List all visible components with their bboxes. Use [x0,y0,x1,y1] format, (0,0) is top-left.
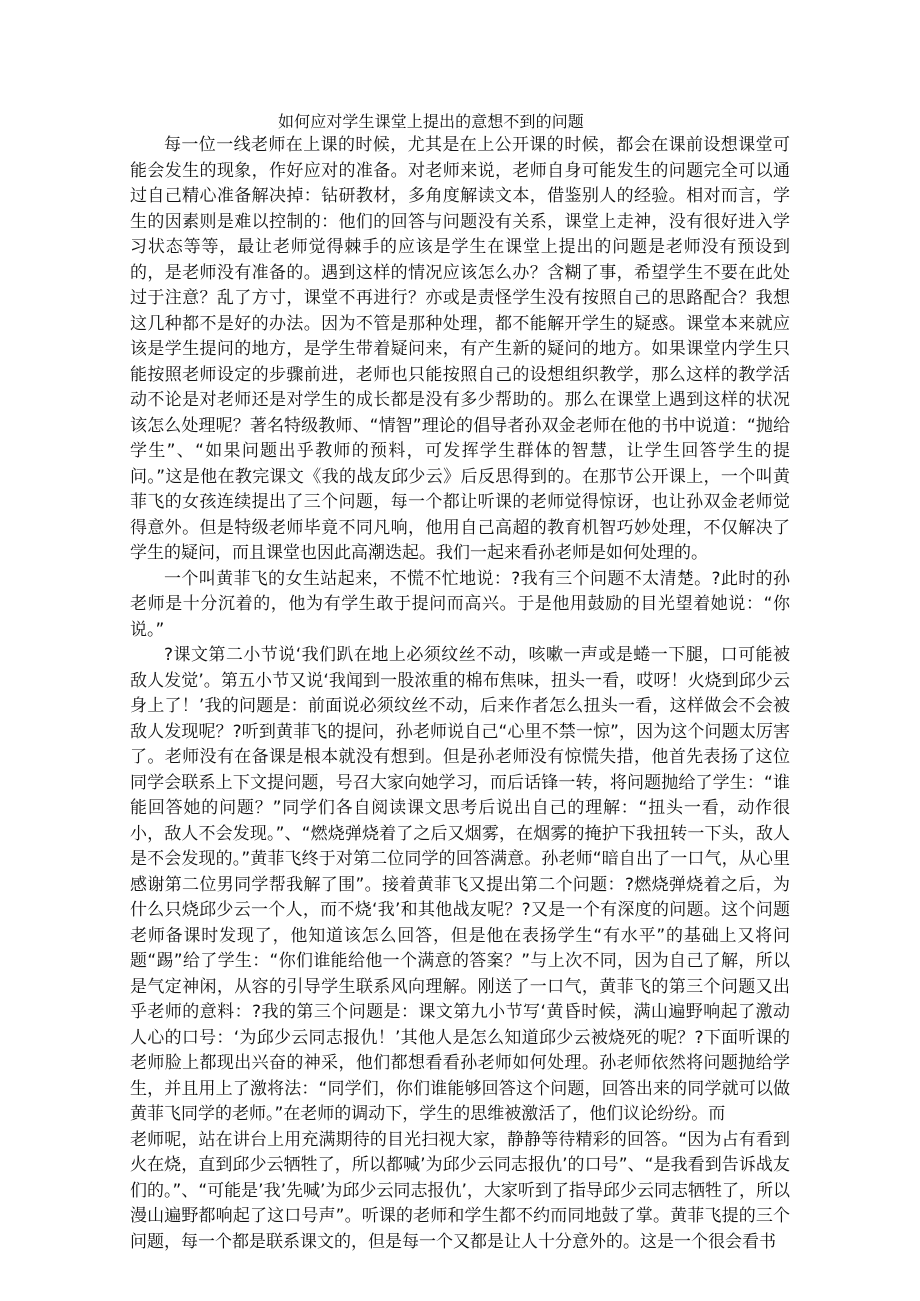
document-title: 如何应对学生课堂上提出的意想不到的问题 [278,112,584,131]
document-body [130,133,790,1255]
paragraph-teacher-response: 老师呢，站在讲台上用充满期待的目光扫视大家，静静等待精彩的回答。“因为占有看到火在烧，直到邱少云牺牲了，所以都喊’为邱少云同志报仇’的口号”、“是我看到告诉战友们的。”、“可能是’我’先喊’为邱少云同志报仇’，大家听到了指导邱少云同志牺牲了，所以漫山遍野都响起了这口号声”。听课的老师和学生都不约而同地鼓了掌。黄菲飞提的三个问题，每一个都是联系课文的，但是每一个又都是让人十分意外的。这是一个很会看书 [130,1129,790,1252]
paragraph-student-stands: 一个叫黄菲飞的女生站起来，不慌不忙地说：?我有三个问题不太清楚。?此时的孙老师是十分沉着的，他为有学生敢于提问而高兴。于是他用鼓励的目光望着她说：“你说。” [130,568,790,640]
paragraph-three-questions: ?课文第二小节说‘我们趴在地上必须纹丝不动，咳嗽一声或是蜷一下腿，口可能被敌人发觉’。第五小节又说‘我闻到一股浓重的棉布焦味，扭头一看，哎呀！火烧到邱少云身上了！’我的问题是：前面说必须纹丝不动，后来作者怎么扭头一看，这样做会不会被敌人发现呢？?听到黄菲飞的提问，孙老师说自己“心里不禁一惊”，因为这个问题太厉害了。老师没有在备课是根本就没有想到。但是孙老师没有惊慌失措，他首先表扬了这位同学会联系上下文提问题，号召大家向她学习，而后话锋一转，将问题抛给了学生：“谁能回答她的问题？”同学们各自阅读课文思考后说出自己的理解：“扭头一看，动作很小，敌人不会发现。”、“燃烧弹烧着了之后又烟雾，在烟雾的掩护下我扭转一下头，敌人是不会发现的。”黄菲飞终于对第二位同学的回答满意。孙老师“暗自出了一口气，从心里感谢第二位男同学帮我解了围”。接着黄菲飞又提出第二个问题：?燃烧弹烧着之后，为什么只烧邱少云一个人，而不烧‘我’和其他战友呢？?又是一个有深度的问题。这个问题老师备课时发现了，他知道该怎么回答，但是他在表扬学生“有水平”的基础上又将问题“踢”给了学生：“你们谁能给他一个满意的答案？”与上次不同，因为自己了解，所以是气定神闲，从容的引导学生联系风向理解。刚送了一口气，黄菲飞的第三个问题又出乎老师的意料：?我的第三个问题是：课文第九小节写‘黄昏时候，满山遍野响起了激动人心的口号：‘为邱少云同志报仇！’其他人是怎么知道邱少云被烧死的呢？?下面听课的老师脸上都现出兴奋的神采，他们都想看看孙老师如何处理。孙老师依然将问题抛给学生，并且用上了激将法：“同学们，你们谁能够回答这个问题，回答出来的同学就可以做黄菲飞同学的老师。”在老师的调动下，学生的思维被激活了，他们议论纷纷。而 [130,645,790,1124]
paragraph-intro: 每一位一线老师在上课的时候，尤其是在上公开课的时候，都会在课前设想课堂可能会发生的现象，作好应对的准备。对老师来说，老师自身可能发生的问题完全可以通过自己精心准备解决掉：钻研教材，多角度解读文本，借鉴别人的经验。相对而言，学生的因素则是难以控制的：他们的回答与问题没有关系，课堂上走神，没有很好进入学习状态等等，最让老师觉得棘手的应该是学生在课堂上提出的问题是老师没有预设到的，是老师没有准备的。遇到这样的情况应该怎么办？含糊了事，希望学生不要在此处过于注意？乱了方寸，课堂不再进行？亦或是责怪学生没有按照自己的思路配合？我想这几种都不是好的办法。因为不管是那种处理，都不能解开学生的疑惑。课堂本来就应该是学生提问的地方，是学生带着疑问来，有产生新的疑问的地方。如果课堂内学生只能按照老师设定的步骤前进，老师也只能按照自己的设想组织教学，那么这样的教学活动不论是对老师还是对学生的成长都是没有多少帮助的。那么在课堂上遇到这样的状况该怎么处理呢？著名特级教师、“情智”理论的倡导者孙双金老师在他的书中说道：“抛给学生”、“如果问题出乎教师的预料，可发挥学生群体的智慧，让学生回答学生的提问。”这是他在教完课文《我的战友邱少云》后反思得到的。在那节公开课上，一个叫黄菲飞的女孩连续提出了三个问题，每一个都让听课的老师觉得惊讶，也让孙双金老师觉得意外。但是特级老师毕竟不同凡响，他用自己高超的教育机智巧妙处理，不仅解决了学生的疑问，而且课堂也因此高潮迭起。我们一起来看孙老师是如何处理的。 [130,135,790,563]
